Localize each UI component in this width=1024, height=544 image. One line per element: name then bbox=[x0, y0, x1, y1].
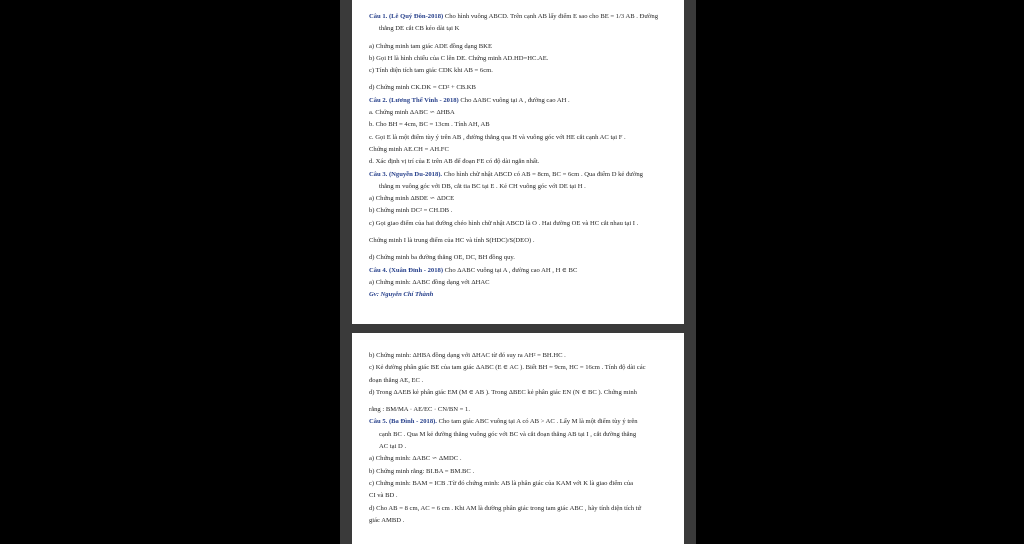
line-text: Cho hình vuông ABCD. Trên cạnh AB lấy điểm E sao cho BE = 1/3 AB . Đường bbox=[443, 13, 659, 20]
line-text: c) Gọi giao điểm của hai đường chéo hình chữ nhật ABCD là O . Hai đường OE và HC cắt nhau tại I . bbox=[369, 219, 639, 227]
line-text: Cho hình chữ nhật ABCD có AB = 8cm, BC = 6cm . Qua điểm D kẻ đường bbox=[442, 170, 643, 178]
line-text: d. Xác định vị trí của E trên AB để đoạn FE có độ dài ngắn nhất. bbox=[369, 158, 540, 166]
line-text: cạnh BC . Qua M kẻ đường thẳng vuông góc với BC và cắt đoạn thẳng AB tại I , cắt đường thẳng bbox=[379, 430, 637, 438]
line-text: c) Chứng minh: BAM = ICB .Từ đó chứng minh: AB là phân giác của KAM với K là giao điểm của bbox=[369, 479, 634, 487]
page-2-text bbox=[369, 350, 670, 527]
page2-line bbox=[369, 387, 670, 399]
question-heading: Câu 5. (Ba Đình - 2018). bbox=[369, 418, 437, 426]
page-1-text bbox=[369, 11, 670, 302]
page2-line bbox=[369, 404, 670, 416]
line-text: b. Cho BH = 4cm, BC = 13cm . Tính AH, AB bbox=[369, 121, 490, 129]
page1-line bbox=[369, 11, 670, 23]
page1-line bbox=[369, 41, 670, 53]
line-text: Chứng minh I là trung điểm của HC và tính S(HDC)/S(DEO) . bbox=[369, 237, 535, 245]
page1-line bbox=[369, 193, 670, 205]
document-page-1 bbox=[352, 0, 684, 324]
line-text: Chứng minh AE.CH = AH.FC bbox=[369, 145, 449, 153]
page1-line bbox=[369, 119, 670, 131]
page1-line bbox=[369, 132, 670, 144]
line-text: a. Chứng minh ΔABC ∽ ΔHBA bbox=[369, 109, 455, 117]
line-text: CI và BD . bbox=[369, 492, 398, 500]
line-text: b) Chứng minh rằng: BI.BA = BM.BC . bbox=[369, 467, 475, 475]
line-text: c) Kẻ đường phân giác BE của tam giác ΔABC (E ∈ AC ). Biết BH = 9cm, HC = 16cm . Tính độ dài các bbox=[369, 364, 646, 372]
line-text: a) Chứng minh ΔBDE ∽ ΔDCE bbox=[369, 195, 455, 203]
line-text: c. Gọi E là một điểm tùy ý trên AB , đường thẳng qua H và vuông góc với HE cắt cạnh AC tại F . bbox=[369, 133, 626, 141]
question-heading: Câu 1. (Lê Quý Đôn-2018) bbox=[369, 13, 444, 20]
page2-line bbox=[369, 441, 670, 453]
question-heading: Câu 4. (Xuân Đỉnh - 2018) bbox=[369, 266, 444, 274]
page1-line bbox=[369, 181, 670, 193]
page2-line bbox=[369, 503, 670, 515]
line-text: d) Chứng minh ba đường thẳng OE, DC, BH đồng quy. bbox=[369, 254, 515, 262]
page2-line bbox=[369, 466, 670, 478]
line-text: b) Gọi H là hình chiếu của C lên DE. Chứng minh AD.HD=HC.AE. bbox=[369, 54, 549, 62]
page1-line bbox=[369, 144, 670, 156]
page2-line bbox=[369, 375, 670, 387]
page1-line bbox=[369, 252, 670, 264]
page1-line bbox=[369, 265, 670, 277]
line-text: đoạn thẳng AE, EC . bbox=[369, 376, 424, 384]
page1-line bbox=[369, 107, 670, 119]
line-text: AC tại D . bbox=[379, 443, 407, 451]
line-text: d) Chứng minh CK.DK = CD² + CB.KB bbox=[369, 84, 476, 92]
line-text: a) Chứng minh tam giác ADE đồng dạng BKE bbox=[369, 42, 492, 50]
line-text: c) Tính diện tích tam giác CDK khi AB = 6cm. bbox=[369, 67, 493, 75]
page1-line bbox=[369, 277, 670, 289]
page2-line bbox=[369, 362, 670, 374]
page2-line bbox=[369, 416, 670, 428]
author-credit: Gv: Nguyễn Chí Thành bbox=[369, 291, 434, 299]
line-text: b) Chứng minh: ΔHBA đồng dạng với ΔHAC từ đó suy ra AH² = BH.HC . bbox=[369, 352, 566, 359]
line-text: a) Chứng minh: ΔABC ∽ ΔMDC . bbox=[369, 455, 462, 463]
line-text: thẳng m vuông góc với DB, cắt tia BC tại E . Kẻ CH vuông góc với DE tại H . bbox=[379, 182, 586, 190]
page1-line bbox=[369, 23, 670, 35]
line-text: d) Trong ΔAEB kẻ phân giác EM (M ∈ AB ). Trong ΔBEC kẻ phân giác EN (N ∈ BC ). Chứng minh bbox=[369, 388, 637, 396]
page1-line bbox=[369, 235, 670, 247]
line-text: Cho tam giác ABC vuông tại A có AB > AC . Lấy M là một điểm tùy ý trên bbox=[436, 418, 638, 426]
page1-line bbox=[369, 65, 670, 77]
page1-line bbox=[369, 205, 670, 217]
line-text: Cho ΔABC vuông tại A , đường cao AH . bbox=[458, 96, 570, 104]
page1-line bbox=[369, 82, 670, 94]
line-text: rằng : BM/MA · AE/EC · CN/BN = 1. bbox=[369, 406, 470, 414]
page2-line bbox=[369, 429, 670, 441]
question-heading: Câu 3. (Nguyễn Du-2018). bbox=[369, 170, 443, 178]
line-text: a) Chứng minh: ΔABC đồng dạng với ΔHAC bbox=[369, 278, 490, 286]
page2-line bbox=[369, 453, 670, 465]
page1-line bbox=[369, 53, 670, 65]
page1-line bbox=[369, 218, 670, 230]
page1-line bbox=[369, 169, 670, 181]
question-heading: Câu 2. (Lương Thế Vinh - 2018) bbox=[369, 96, 459, 104]
line-text: Cho ΔABC vuông tại A , đường cao AH , H ∈ BC bbox=[443, 266, 578, 274]
page2-line bbox=[369, 515, 670, 527]
line-text: thẳng DE cắt CB kéo dài tại K bbox=[379, 25, 460, 33]
page2-line bbox=[369, 490, 670, 502]
page1-line bbox=[369, 156, 670, 168]
document-page-2 bbox=[352, 333, 684, 544]
line-text: d) Cho AB = 8 cm, AC = 6 cm . Khi AM là đường phân giác trong tam giác ABC , hãy tính diện tích tứ bbox=[369, 504, 642, 512]
line-text: giác AMBD . bbox=[369, 516, 405, 524]
page1-line bbox=[369, 95, 670, 107]
line-text: b) Chứng minh DC² = CH.DB . bbox=[369, 207, 453, 215]
page2-line bbox=[369, 478, 670, 490]
page2-line bbox=[369, 350, 670, 362]
page1-line bbox=[369, 289, 670, 301]
